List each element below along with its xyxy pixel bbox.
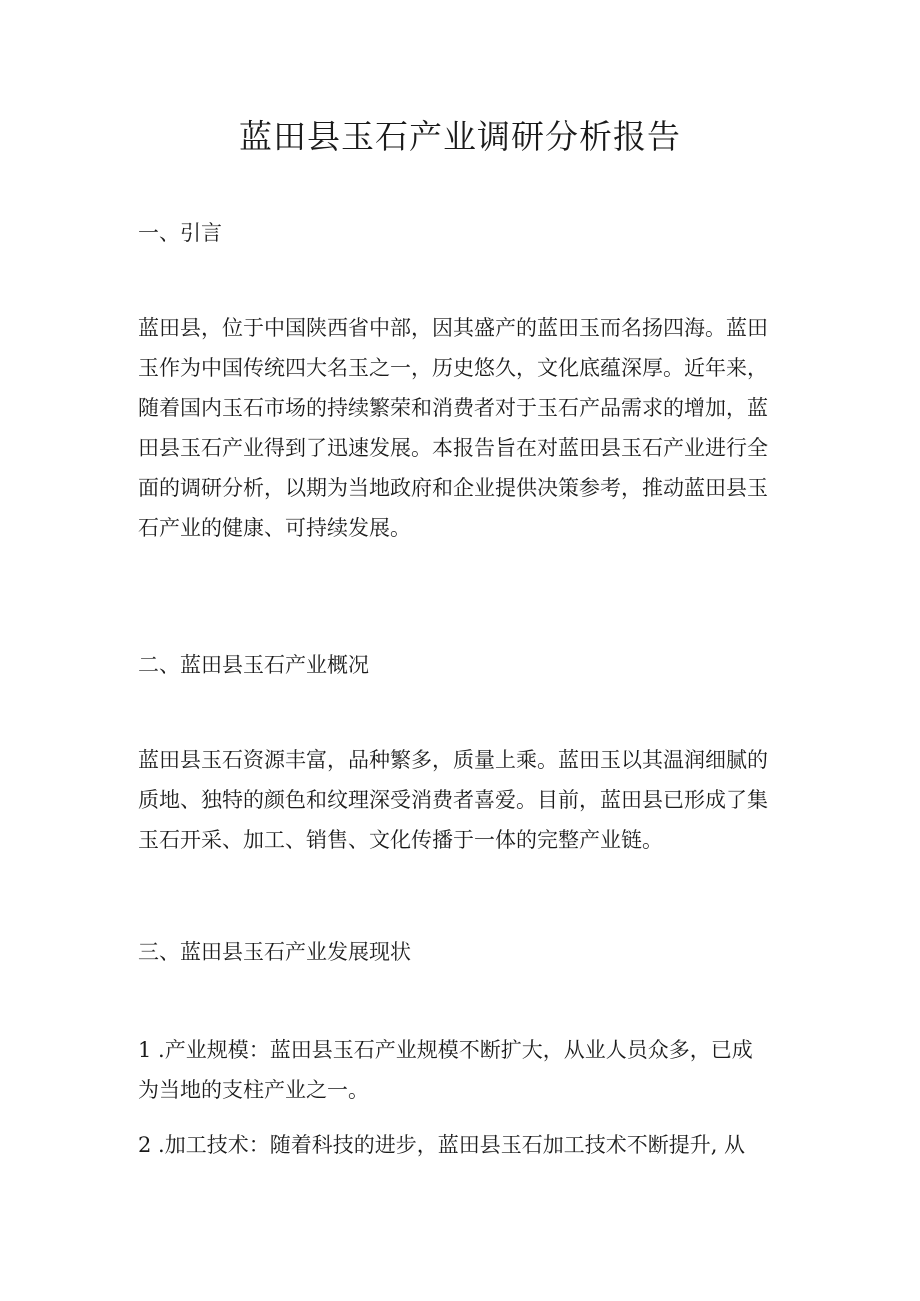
section-heading-overview: 二、蓝田县玉石产业概况 xyxy=(138,653,369,677)
paragraph-line: 质地、独特的颜色和纹理深受消费者喜爱。目前，蓝田县已形成了集 xyxy=(138,788,768,812)
paragraph-line: 蓝田县，位于中国陕西省中部，因其盛产的蓝田玉而名扬四海。蓝田 xyxy=(138,316,768,340)
list-item-line: 2 .加工技术：随着科技的进步，蓝田县玉石加工技术不断提升, 从 xyxy=(138,1133,746,1157)
paragraph-line: 玉作为中国传统四大名玉之一，历史悠久，文化底蕴深厚。近年来， xyxy=(138,356,768,380)
paragraph-line: 玉石开采、加工、销售、文化传播于一体的完整产业链。 xyxy=(138,828,663,852)
paragraph-line: 随着国内玉石市场的持续繁荣和消费者对于玉石产品需求的增加，蓝 xyxy=(138,396,768,420)
paragraph-line: 田县玉石产业得到了迅速发展。本报告旨在对蓝田县玉石产业进行全 xyxy=(138,436,768,460)
section-heading-current-status: 三、蓝田县玉石产业发展现状 xyxy=(138,940,411,964)
paragraph-overview xyxy=(138,740,788,860)
list-item-line: 为当地的支柱产业之一。 xyxy=(138,1078,369,1102)
paragraph-introduction xyxy=(138,308,788,548)
list-item-line: 1 .产业规模：蓝田县玉石产业规模不断扩大，从业人员众多，已成 xyxy=(138,1038,753,1062)
paragraph-line: 蓝田县玉石资源丰富，品种繁多，质量上乘。蓝田玉以其温润细腻的 xyxy=(138,748,768,772)
section-heading-introduction: 一、引言 xyxy=(138,221,222,245)
paragraph-line: 面的调研分析，以期为当地政府和企业提供决策参考，推动蓝田县玉 xyxy=(138,476,768,500)
paragraph-line: 石产业的健康、可持续发展。 xyxy=(138,516,411,540)
list-item-processing-technology xyxy=(138,1125,788,1165)
list-item-industry-scale xyxy=(138,1030,788,1110)
document-title: 蓝田县玉石产业调研分析报告 xyxy=(239,117,681,156)
